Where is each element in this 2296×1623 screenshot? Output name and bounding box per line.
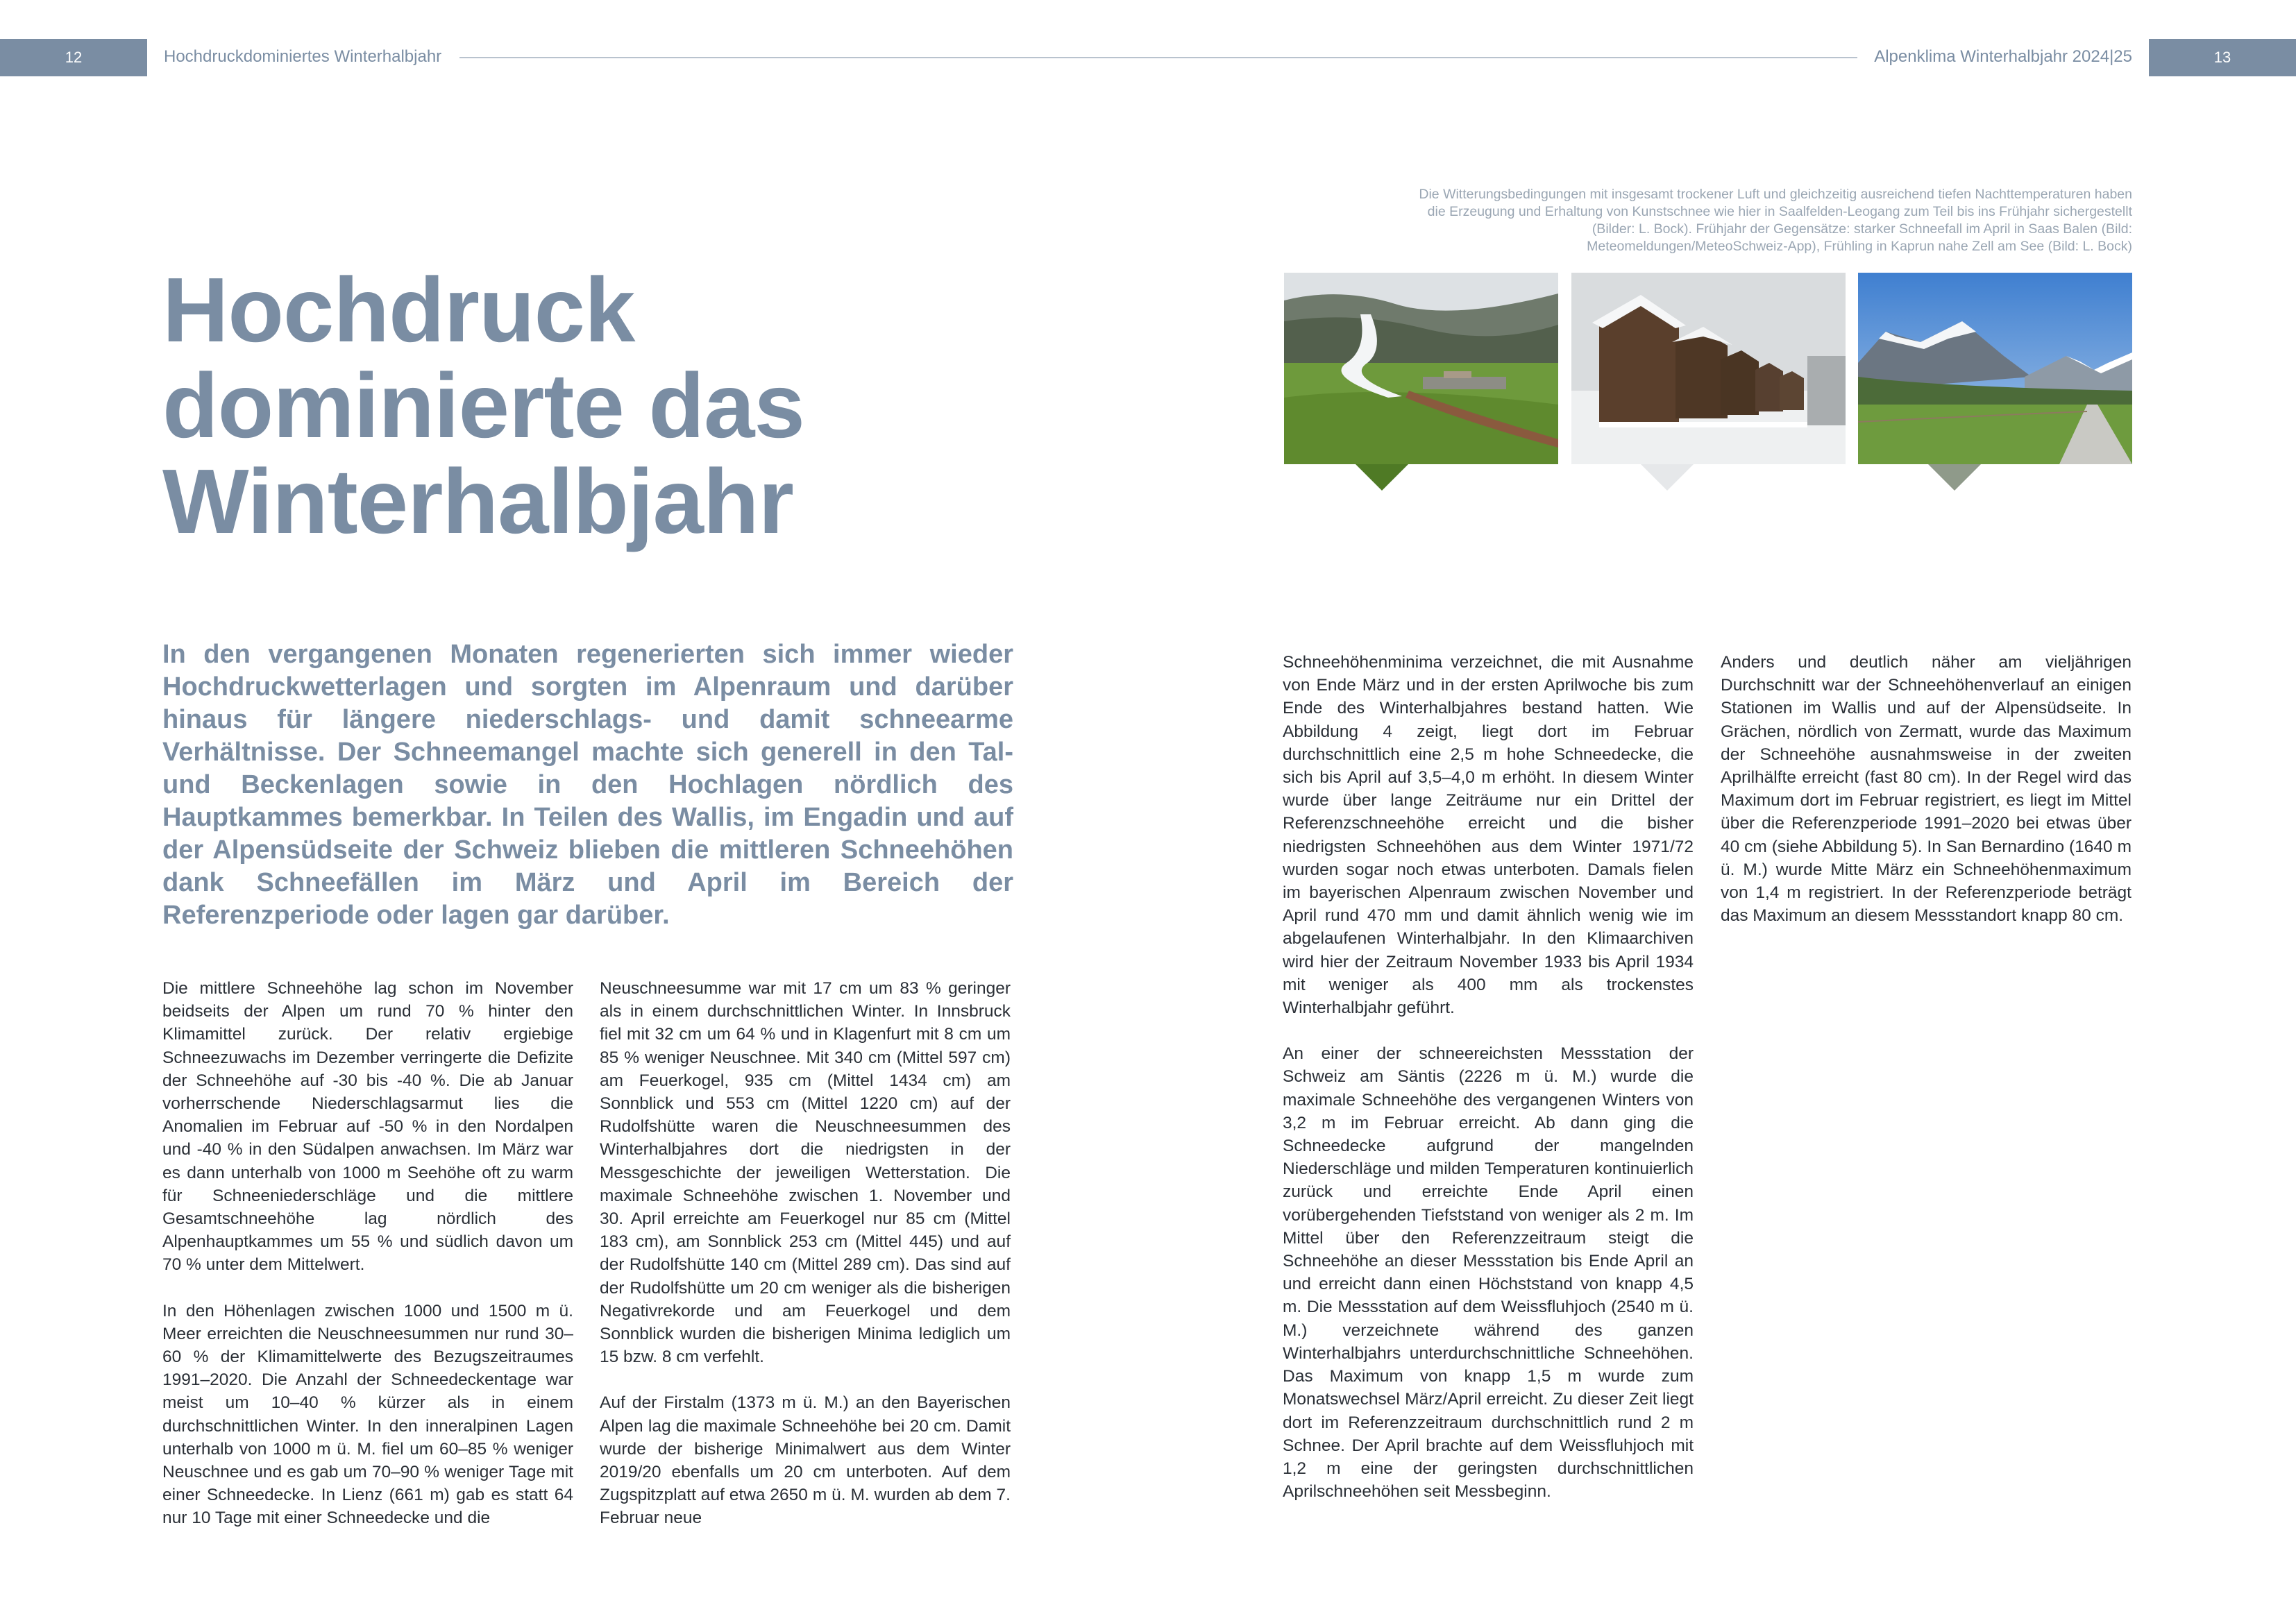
body-paragraph: In den Höhenlagen zwischen 1000 und 1500 m ü. Meer erreichten die Neuschneesummen nur rund 30–60 % der Klimamittelwerte des Bezugszeitraumes 1991–2020. Die Anzahl der Schneedeckentage war meist um 10–40 % kürzer als in einem durchschnittlichen Winter. In den inneralpinen Lagen unterhalb von 1000 m ü. M. fiel um 60–85 % weniger Neuschnee und es gab um 70–90 % weniger Tage mit einer Schneedecke. In Lienz (661 m) gab es statt 64 nur 10 Tage mit einer Schneedecke und die: [162, 1301, 573, 1528]
photo-pointer: [1356, 464, 1408, 491]
body-paragraph: Die mittlere Schneehöhe lag schon im November beidseits der Alpen um rund 70 % hinter den Klimamittel zurück. Der relativ ergiebige Schneezuwachs im Dezember verringerte die Defizite der Schneehöhe auf -30 bis -40 %. Die ab Januar vorherrschende Niederschlagsarmut lies die Anomalien im Februar auf -50 % in den Nordalpen und -40 % in den Südalpen anwachsen. Im März war es dann unterhalb von 1000 m Seehöhe oft zu warm für Schneeniederschläge und die mittlere Gesamtschneehöhe lag nördlich des Alpenhauptkammes um 55 % und südlich davon um 70 % unter dem Mittelwert.: [162, 979, 573, 1275]
photo-pointer: [1641, 464, 1694, 491]
lead-paragraph: In den vergangenen Monaten regenerierten sich immer wieder Hochdruckwetterlagen und sorgten im Alpenraum und darüber hinaus für längere niederschlags- und damit schneearme Verhältnisse. Der Schneemangel machte sich generell in den Tal- und Beckenlagen sowie in den Hochlagen nördlich des Hauptkammes bemerkbar. In Teilen des Wallis, im Engadin und auf der Alpensüdseite der Schweiz blieben die mittleren Schneehöhen dank Schneefällen im März und April im Bereich der Referenzperiode oder lagen gar darüber.: [162, 640, 1013, 930]
title-line: Hochdruck: [162, 259, 635, 361]
body-paragraph: Neuschneesumme war mit 17 cm um 83 % geringer als in einem durchschnittlichen Winter. In Innsbruck fiel mit 32 cm um 64 % und in Klagenfurt mit 8 cm um 85 % weniger Neuschnee. Mit 340 cm (Mittel 597 cm) am Feuerkogel, 935 cm (Mittel 1434 cm) am Sonnblick und 553 cm (Mittel 1220 cm) auf der Rudolfshütte waren die Neuschneesummen des Winterhalbjahres dort die niedrigsten in der Messgeschichte der jeweiligen Wetterstation. Die maximale Schneehöhe zwischen 1. November und 30. April erreichte am Feuerkogel nur 85 cm (Mittel 183 cm), am Sonnblick 253 cm (Mittel 445) und auf der Rudolfshütte 140 cm (Mittel 289 cm). Das sind auf der Rudolfshütte um 20 cm weniger als die bisherigen Negativrekorde und am Feuerkogel und dem Sonnblick wurden die bisherigen Minima lediglich um 15 bzw. 8 cm verfehlt.: [600, 979, 1011, 1367]
left-header-rule: [459, 57, 1297, 58]
left-running-title: Hochdruckdominiertes Winterhalbjahr: [164, 47, 442, 66]
title-line: dominierte das: [162, 355, 804, 457]
body-column-4: [1721, 651, 2132, 950]
photo-caption: Die Witterungsbedingungen mit insgesamt trockener Luft und gleichzeitig ausreichend tiefen Nachttemperaturen haben die Erzeugung und Erhaltung von Kunstschnee wie hier in Saalfelden-Leogang zum Teil bis ins Frühjahr sichergestellt (Bilder: L. Bock). Frühjahr der Gegensätze: starker Schneefall im April in Saas Balen (Bild: Meteomeldungen/MeteoSchweiz-App), Frühling in Kaprun nahe Zell am See (Bild: L. Bock): [1419, 187, 2132, 254]
photo-saalfelden-leogang: [1284, 273, 1558, 464]
photo-saas-balen: [1571, 273, 1846, 464]
right-running-title: Alpenklima Winterhalbjahr 2024|25: [1874, 47, 2132, 66]
photo-kaprun: [1858, 273, 2132, 464]
body-paragraph: Schneehöhenminima verzeichnet, die mit Ausnahme von Ende März und in der ersten Aprilwoche bis zum Ende des Winterhalbjahres bestand hatten. Wie Abbildung 4 zeigt, liegt dort im Februar durchschnittlich eine 2,5 m hohe Schneedecke, die sich bis April auf 3,5–4,0 m erhöht. In diesem Winter wurde über lange Zeiträume nur ein Drittel der Referenzschneehöhe erreicht und die bisher niedrigsten Schneehöhen aus dem Winter 1971/72 wurden sogar noch etwas unterboten. Damals fielen im bayerischen Alpenraum zwischen November und April rund 470 mm und damit ähnlich wenig wie im abgelaufenen Winterhalbjahr. In den Klimaarchiven wird hier der Zeitraum November 1933 bis April 1934 mit weniger als 400 mm als trockenstes Winterhalbjahr geführt.: [1283, 653, 1694, 1018]
photo-pointer: [1928, 464, 1981, 491]
body-column-2: [600, 977, 1011, 1553]
title-line: Winterhalbjahr: [162, 450, 793, 552]
body-paragraph: An einer der schneereichsten Messstation der Schweiz am Säntis (2226 m ü. M.) wurde die maximale Schneehöhe des vergangenen Winters von 3,2 m im Februar erreicht. Ab dann ging die Schneedecke aufgrund der mangelnden Niederschläge und milden Temperaturen kontinuierlich zurück und erreichte Ende April einen vorübergehenden Tiefststand von weniger als 2 m. Im Mittel über den Referenzzeitraum steigt die Schneehöhe an dieser Messstation bis Ende April an und erreicht dann einen Höchststand von knapp 4,5 m. Die Messstation auf dem Weissfluhjoch (2540 m ü. M.) verzeichnete während des ganzen Winterhalbjahrs unterdurchschnittliche Schneehöhen. Das Maximum von knapp 1,5 m wurde zum Monatswechsel März/April erreicht. Zu dieser Zeit liegt dort im Referenzzeitraum durchschnittlich rund 2 m Schnee. Der April brachte auf dem Weissfluhjoch mit 1,2 m eine der geringsten durchschnittlichen Aprilschneehöhen seit Messbeginn.: [1283, 1044, 1694, 1502]
right-page-number: 13: [2149, 39, 2296, 76]
body-column-3: [1283, 651, 1694, 1526]
left-page-number: 12: [0, 39, 147, 76]
page-title: [162, 259, 1065, 552]
right-header-rule: [1297, 57, 1857, 58]
body-paragraph: Anders und deutlich näher am vieljährigen Durchschnitt war der Schneehöhenverlauf an einigen Stationen im Wallis und auf der Alpensüdseite. In Grächen, nördlich von Zermatt, wurde das Maximum der Schneehöhe ausnahmsweise in der zweiten Aprilhälfte erreicht (fast 80 cm). In der Regel wird das Maximum dort im Februar registriert, es liegt im Mittel über die Referenzperiode 1991–2020 bei etwas über 40 cm (siehe Abbildung 5). In San Bernardino (1640 m ü. M.) wurde Mitte März ein Schneehöhenmaximum von 1,4 m registriert. In der Referenzperiode beträgt das Maximum an diesem Messstandort knapp 80 cm.: [1721, 653, 2132, 926]
body-paragraph: Auf der Firstalm (1373 m ü. M.) an den Bayerischen Alpen lag die maximale Schneehöhe bei 20 cm. Damit wurde der bisherige Minimalwert aus dem Winter 2019/20 ebenfalls um 20 cm unterboten. Auf dem Zugspitzplatt auf etwa 2650 m ü. M. wurden ab dem 7. Februar neue: [600, 1393, 1011, 1528]
body-column-1: [162, 977, 573, 1553]
